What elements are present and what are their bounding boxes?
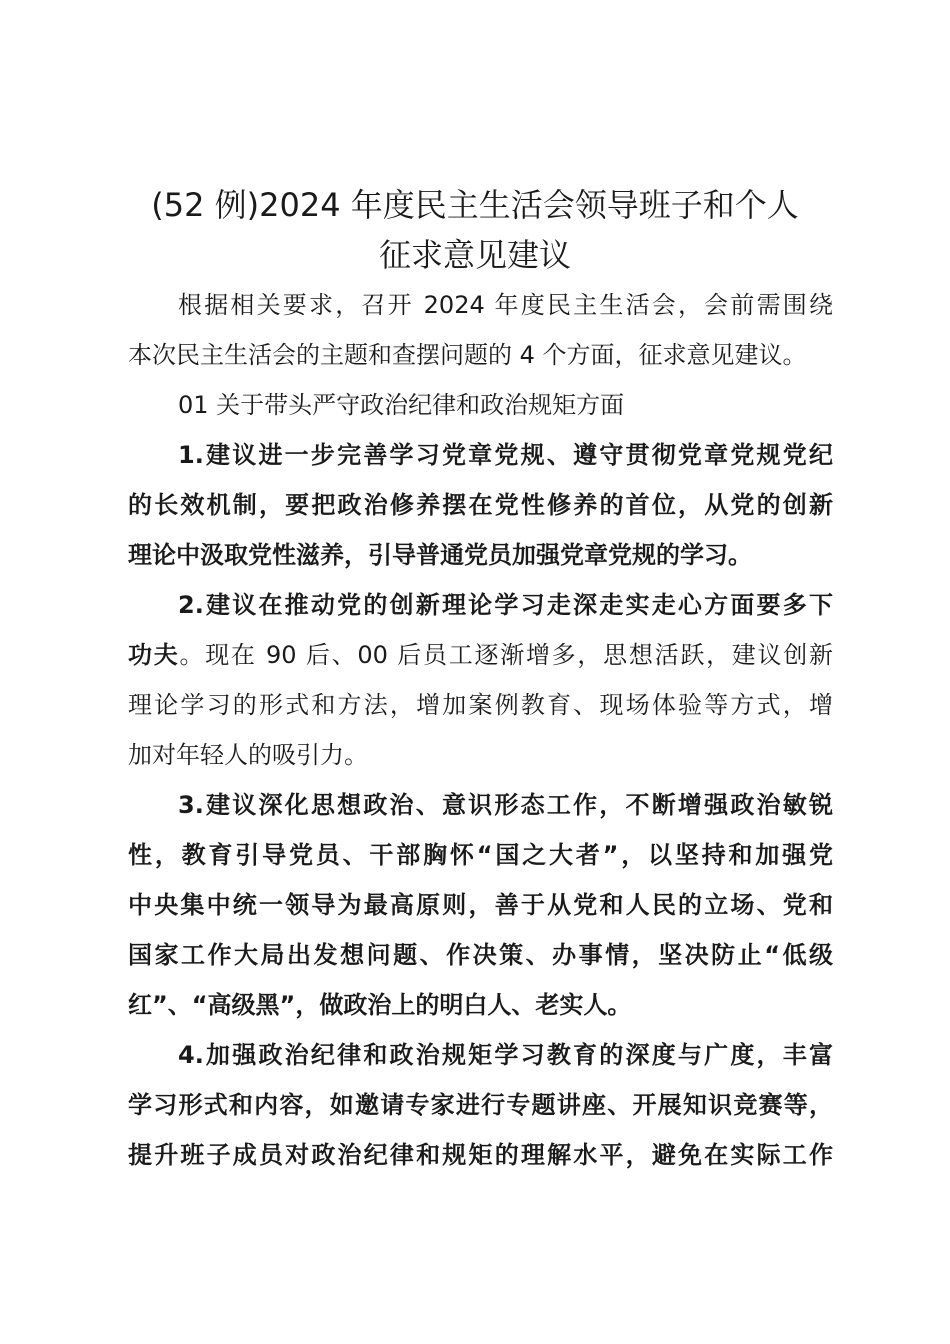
item-2-line-1: 2.建议在推动党的创新理论学习走深走实走心方面要多下 bbox=[178, 591, 833, 619]
item-4-line-2: 学习形式和内容，如邀请专家进行专题讲座、开展知识竞赛等， bbox=[128, 1091, 833, 1119]
item-2-normal-fragment: 。现在 90 后、00 后员工逐渐增多，思想活跃，建议创新 bbox=[179, 641, 833, 669]
suggestion-item-1 bbox=[128, 430, 833, 580]
item-2-line-2 bbox=[128, 630, 833, 680]
intro-paragraph bbox=[128, 280, 833, 380]
item-2-bold-fragment: 功夫 bbox=[128, 641, 180, 669]
document-title bbox=[100, 180, 850, 280]
item-1-line-2: 的长效机制，要把政治修养摆在党性修养的首位，从党的创新 bbox=[128, 491, 833, 519]
item-4-line-3: 提升班子成员对政治纪律和规矩的理解水平，避免在实际工作 bbox=[128, 1141, 833, 1169]
intro-line-2: 本次民主生活会的主题和查摆问题的 4 个方面，征求意见建议。 bbox=[128, 341, 807, 369]
title-line-2: 征求意见建议 bbox=[378, 236, 571, 274]
section-heading-text: 01 关于带头严守政治纪律和政治规矩方面 bbox=[178, 391, 625, 419]
intro-line-1: 根据相关要求，召开 2024 年度民主生活会，会前需围绕 bbox=[178, 291, 833, 319]
title-line-1: (52 例)2024 年度民主生活会领导班子和个人 bbox=[151, 186, 799, 224]
item-1-line-3: 理论中汲取党性滋养，引导普通党员加强党章党规的学习。 bbox=[128, 541, 752, 569]
section-heading bbox=[128, 380, 833, 430]
item-2-line-4: 加对年轻人的吸引力。 bbox=[128, 741, 368, 769]
item-3-line-2: 性，教育引导党员、干部胸怀“国之大者”，以坚持和加强党 bbox=[128, 841, 833, 869]
suggestion-item-4 bbox=[128, 1030, 833, 1180]
item-3-line-5: 红”、“高级黑”，做政治上的明白人、老实人。 bbox=[128, 991, 632, 1019]
item-4-line-1: 4.加强政治纪律和政治规矩学习教育的深度与广度，丰富 bbox=[178, 1041, 833, 1069]
item-3-line-3: 中央集中统一领导为最高原则，善于从党和人民的立场、党和 bbox=[128, 891, 833, 919]
suggestion-item-2 bbox=[128, 580, 833, 780]
item-1-line-1: 1.建议进一步完善学习党章党规、遵守贯彻党章党规党纪 bbox=[178, 441, 833, 469]
document-body bbox=[128, 280, 833, 1180]
suggestion-item-3 bbox=[128, 780, 833, 1030]
item-2-line-3: 理论学习的形式和方法，增加案例教育、现场体验等方式，增 bbox=[128, 691, 833, 719]
item-3-line-1: 3.建议深化思想政治、意识形态工作，不断增强政治敏锐 bbox=[178, 791, 833, 819]
item-3-line-4: 国家工作大局出发想问题、作决策、办事情，坚决防止“低级 bbox=[128, 941, 833, 969]
